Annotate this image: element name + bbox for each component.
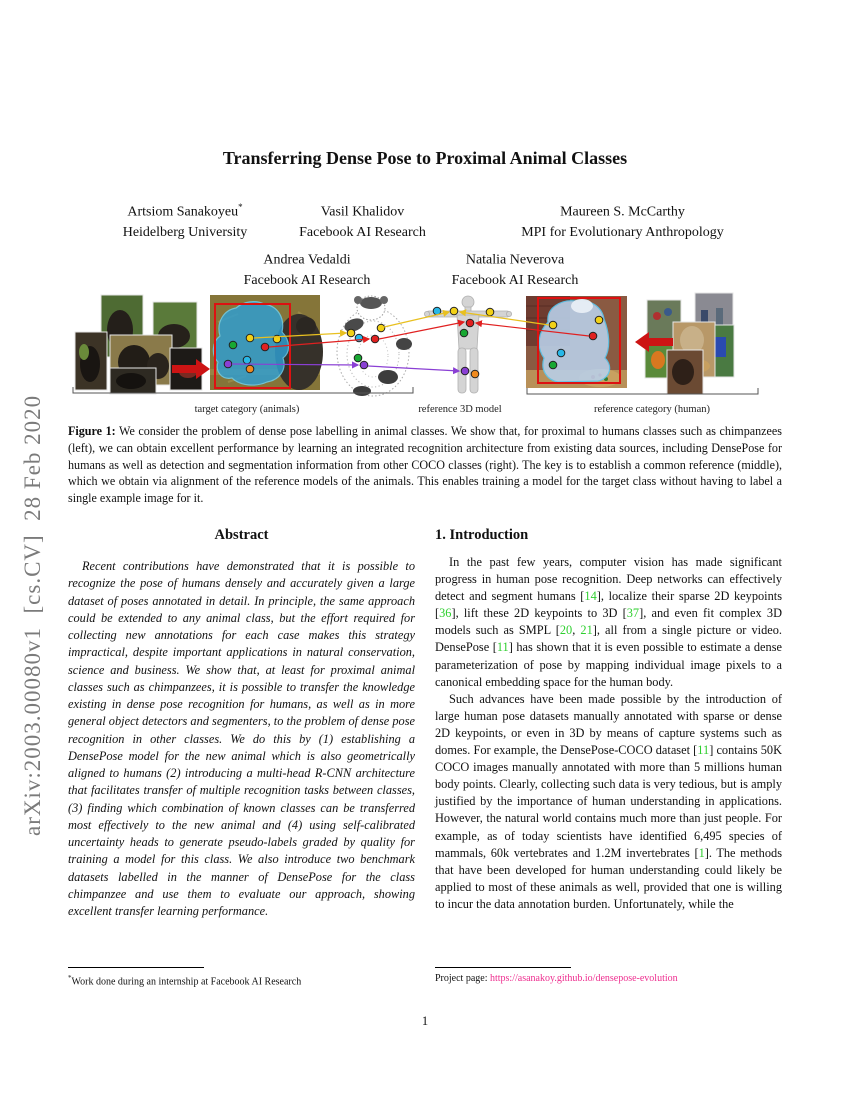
- author-mark: *: [238, 202, 243, 212]
- animal-3d-model: [337, 296, 412, 396]
- right-column: [435, 527, 782, 913]
- citation-link[interactable]: 11: [697, 743, 710, 758]
- citation-link[interactable]: 14: [584, 589, 597, 604]
- author-affiliation: Facebook AI Research: [451, 272, 579, 288]
- author-block-2: [250, 197, 475, 243]
- author-block-3: [480, 197, 765, 243]
- author-name: Natalia Neverova: [465, 252, 565, 268]
- panel-label-target-category: target category (animals): [194, 404, 300, 415]
- animal-detection-image: [210, 295, 323, 390]
- panel-label-reference-category: reference category (human): [593, 404, 710, 415]
- author-name: Andrea Vedaldi: [263, 252, 351, 268]
- human-detection-image: [526, 296, 627, 388]
- footnote-text: Work done during an internship at Facebook AI Research: [71, 976, 302, 988]
- figure-caption: [68, 423, 782, 507]
- introduction-paragraph: Such advances have been made possible by the introduction of large human pose datasets manually annotated with sparse or dense 2D keypoints, or even in 3D by means of capture systems such as domes. For example, the DensePose-COCO dataset [11] contains 50K COCO images manually annotated with more than 5 millions human body points. Clearly, collecting such data is very tedious, but is amply justified by the importance of human understanding in applications. However, the natural world contains much more than just people. For example, as of today scientists have identified 6,495 species of mammals, 60k vertebrates and 1.2M invertebrates [1]. The methods that have been developed for human understanding could likely be applied to most of these animals as well, provided that one is willing to incur the data annotation burden. Unfortunately, while the: [435, 691, 782, 911]
- citation-link[interactable]: 37: [626, 606, 640, 621]
- author-affiliation: Heidelberg University: [122, 224, 248, 240]
- arxiv-watermark: arXiv:2003.00080v1 [cs.CV] 28 Feb 2020: [20, 394, 45, 836]
- citation-link[interactable]: 36: [439, 606, 452, 621]
- left-column: [68, 527, 415, 920]
- footnote-marker: *: [68, 974, 72, 982]
- citation-link[interactable]: 20: [559, 623, 573, 638]
- citation-link[interactable]: 11: [496, 640, 509, 655]
- introduction-heading: 1. Introduction: [435, 527, 529, 543]
- footnote-internship: [68, 967, 415, 988]
- author-affiliation: Facebook AI Research: [243, 272, 371, 288]
- figure-1-graphic: [68, 292, 782, 410]
- abstract-text: Recent contributions have demonstrated that it is possible to recognize the pose of humans densely and accurately given a large dataset of poses annotated in detail. In principle, the same approach could be extended to any animal class, but the effort required for collecting new annotations for each case makes this strategy impractical, despite important applications in natural conservation, science and business. We show that, at least for proximal animal classes such as chimpanzees, it is possible to transfer the knowledge existing in dense pose recognition for humans, as well as in more general object detectors and segmenters, to the problem of dense pose recognition in other classes. We do this by (1) establishing a DensePose model for the new animal which is also geometrically aligned to humans (2) introducing a multi-head R-CNN architecture that facilitates transfer of multiple recognition tasks between classes, (3) finding which combination of known classes can be transferred most effectively to the new animal and (4) using self-calibrated uncertainty heads to generate pseudo-labels graded by quality for training a model for this class. We also introduce two benchmark datasets labelled in the manner of DensePose for the class chimpanzee and use them to evaluate our approach, showing excellent transfer learning performance.: [68, 559, 415, 918]
- project-page-link[interactable]: https://asanakoy.github.io/densepose-evolution: [489, 973, 678, 984]
- author-affiliation: Facebook AI Research: [299, 224, 426, 240]
- footnote-rule: [68, 967, 204, 968]
- citation-link[interactable]: 21: [580, 623, 593, 638]
- animal-image-collage: [75, 295, 202, 394]
- abstract-heading: Abstract: [214, 527, 269, 543]
- author-block-5: [395, 245, 635, 291]
- author-name: Maureen S. McCarthy: [560, 204, 685, 220]
- author-name: Vasil Khalidov: [320, 204, 405, 220]
- right-bracket: [527, 388, 758, 394]
- panel-label-reference-model: reference 3D model: [418, 404, 502, 415]
- introduction-paragraph: In the past few years, computer vision has made significant progress in human pose recognition. Deep networks can effectively detect and segment humans [14], localize their sparse 2D keypoints [36], lift these 2D keypoints to 3D [37], and even fit complex 3D models such as SMPL [20, 21], all from a single picture or video. DensePose [11] has shown that it is even possible to estimate a dense parameterization of pose by mapping individual image pixels to a canonical embedding space for the human body.: [435, 555, 782, 689]
- footnote-project-page: [435, 967, 782, 985]
- citation-link[interactable]: 1: [698, 845, 705, 860]
- figure-caption-text: We consider the problem of dense pose labelling in animal classes. We show that, for proximal to humans classes such as chimpanzees (left), we can obtain excellent performance by learning an integrated recognition architecture from existing data sources, including DensePose for humans as well as detection and segmentation information from other COCO classes (right). The key is to establish a common reference (middle), which we obtain via alignment of the reference models of the animals. This enables training a model for the target class without having to label a single example image for it.: [68, 424, 782, 506]
- footnote-rule: [435, 967, 571, 968]
- paper-title: Transferring Dense Pose to Proximal Animal Classes: [222, 148, 628, 168]
- author-affiliation: MPI for Evolutionary Anthropology: [521, 224, 724, 240]
- figure-caption-label: Figure 1:: [68, 424, 116, 438]
- author-block-4: [187, 245, 427, 291]
- human-3d-model: [424, 296, 511, 393]
- page-number: 1: [421, 1014, 429, 1028]
- author-name: Artsiom Sanakoyeu*: [127, 202, 243, 220]
- project-page-label: Project page:: [435, 973, 490, 984]
